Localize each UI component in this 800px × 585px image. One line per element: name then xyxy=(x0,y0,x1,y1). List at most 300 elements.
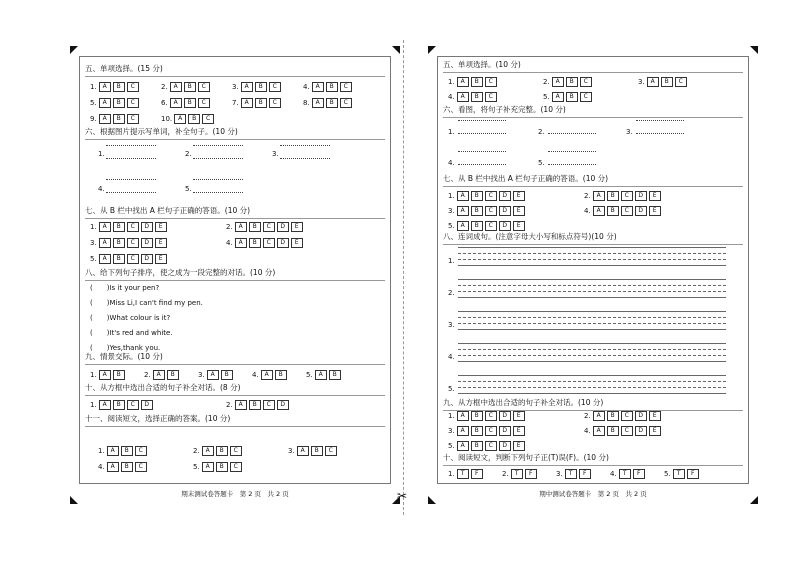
writing-line[interactable] xyxy=(458,361,726,362)
write-line[interactable] xyxy=(280,158,330,159)
answer-option-box[interactable]: T xyxy=(511,469,523,479)
write-line[interactable] xyxy=(106,192,156,193)
answer-option-box[interactable]: B xyxy=(113,238,125,248)
item-number: 1. xyxy=(90,83,97,91)
answer-option-box[interactable]: C xyxy=(127,400,139,410)
answer-option-box[interactable]: A xyxy=(207,370,219,380)
writing-line[interactable] xyxy=(458,343,726,344)
answer-option-box[interactable]: A xyxy=(593,191,605,201)
answer-option-box[interactable]: D xyxy=(635,426,647,436)
write-line[interactable] xyxy=(548,164,596,165)
answer-option-box[interactable]: B xyxy=(607,411,619,421)
answer-option-box[interactable]: C xyxy=(580,77,592,87)
answer-option-box[interactable]: A xyxy=(552,92,564,102)
answer-option-box[interactable]: F xyxy=(525,469,537,479)
question-options xyxy=(198,370,252,380)
item-number: 5. xyxy=(193,463,200,471)
answer-option-box[interactable]: D xyxy=(499,441,511,451)
write-line[interactable] xyxy=(193,158,243,159)
item-number: 4. xyxy=(252,371,259,379)
answer-option-box[interactable]: C xyxy=(263,238,275,248)
writing-line[interactable] xyxy=(458,265,726,266)
answer-option-box[interactable]: B xyxy=(329,370,341,380)
writing-line[interactable] xyxy=(458,393,726,394)
item-number: 5. xyxy=(448,442,455,450)
answer-option-box[interactable]: E xyxy=(513,191,525,201)
answer-option-box[interactable]: B xyxy=(221,370,233,380)
question-options xyxy=(584,206,720,216)
corner-mark xyxy=(392,46,400,54)
writing-line[interactable] xyxy=(458,311,726,312)
answer-option-box[interactable]: A xyxy=(241,82,253,92)
write-line[interactable] xyxy=(458,133,506,134)
question-options xyxy=(448,469,502,479)
corner-mark xyxy=(750,46,758,54)
answer-option-box[interactable]: C xyxy=(485,92,497,102)
answer-option-box[interactable]: E xyxy=(649,426,661,436)
answer-option-box[interactable]: A xyxy=(202,462,214,472)
writing-line[interactable] xyxy=(458,323,726,324)
answer-option-box[interactable]: B xyxy=(471,411,483,421)
write-line[interactable] xyxy=(193,192,243,193)
answer-option-box[interactable]: A xyxy=(235,222,247,232)
writing-line[interactable] xyxy=(458,285,726,286)
answer-option-box[interactable]: A xyxy=(99,238,111,248)
item-number: 1. xyxy=(90,223,97,231)
answer-option-box[interactable]: C xyxy=(230,462,242,472)
item-number: 1. xyxy=(98,447,105,455)
answer-option-box[interactable]: B xyxy=(275,370,287,380)
answer-option-box[interactable]: D xyxy=(141,254,153,264)
answer-option-box[interactable]: B xyxy=(113,98,125,108)
item-number: 4. xyxy=(584,427,591,435)
answer-option-box[interactable]: C xyxy=(135,462,147,472)
question-options xyxy=(303,82,374,92)
answer-option-box[interactable]: C xyxy=(485,77,497,87)
answer-option-box[interactable]: D xyxy=(277,238,289,248)
answer-option-box[interactable]: B xyxy=(249,238,261,248)
item-number: 1. xyxy=(448,470,455,478)
question-options xyxy=(543,92,638,102)
question-options xyxy=(448,206,584,216)
choice-row xyxy=(90,98,374,109)
question-options xyxy=(584,191,720,201)
answer-option-box[interactable]: C xyxy=(485,206,497,216)
answer-option-box[interactable]: C xyxy=(135,446,147,456)
item-number: 5. xyxy=(90,99,97,107)
item-number: 3. xyxy=(626,128,633,136)
question-options xyxy=(448,77,543,87)
answer-option-box[interactable]: C xyxy=(269,82,281,92)
answer-option-box[interactable]: A xyxy=(99,254,111,264)
answer-option-box[interactable]: C xyxy=(263,400,275,410)
question-options xyxy=(161,114,232,124)
writing-line[interactable] xyxy=(458,279,726,280)
answer-option-box[interactable]: B xyxy=(184,98,196,108)
answer-option-box[interactable]: A xyxy=(235,400,247,410)
answer-option-box[interactable]: B xyxy=(188,114,200,124)
answer-option-box[interactable]: A xyxy=(297,446,309,456)
question-options xyxy=(288,446,383,456)
answer-option-box[interactable]: C xyxy=(269,98,281,108)
answer-option-box[interactable]: A xyxy=(457,206,469,216)
answer-option-box[interactable]: A xyxy=(457,411,469,421)
section-title: 五、单项选择。(15 分) xyxy=(85,61,385,77)
answer-option-box[interactable]: A xyxy=(457,426,469,436)
question-options xyxy=(193,462,288,472)
item-number: 6. xyxy=(161,99,168,107)
answer-option-box[interactable]: D xyxy=(141,400,153,410)
writing-line[interactable] xyxy=(458,381,726,382)
answer-option-box[interactable]: A xyxy=(312,82,324,92)
question-options xyxy=(610,469,664,479)
answer-option-box[interactable]: B xyxy=(249,400,261,410)
item-number: 5. xyxy=(448,222,455,230)
write-line[interactable] xyxy=(458,120,506,121)
answer-option-box[interactable]: A xyxy=(99,370,111,380)
answer-option-box[interactable]: D xyxy=(277,400,289,410)
answer-sheet-final xyxy=(70,46,400,504)
write-line[interactable] xyxy=(548,133,596,134)
answer-option-box[interactable]: D xyxy=(635,411,647,421)
answer-option-box[interactable]: B xyxy=(121,446,133,456)
choice-row xyxy=(448,77,733,88)
answer-option-box[interactable]: C xyxy=(127,114,139,124)
dialogue-sentence[interactable]: ( )Is it your pen? xyxy=(90,284,160,292)
answer-option-box[interactable]: E xyxy=(513,426,525,436)
answer-option-box[interactable]: B xyxy=(471,441,483,451)
answer-option-box[interactable]: F xyxy=(633,469,645,479)
answer-option-box[interactable]: E xyxy=(649,206,661,216)
item-number: 2. xyxy=(543,78,550,86)
question-options xyxy=(226,238,362,248)
answer-box xyxy=(437,56,749,484)
answer-option-box[interactable]: C xyxy=(230,446,242,456)
answer-option-box[interactable]: D xyxy=(499,411,511,421)
answer-option-box[interactable]: E xyxy=(513,441,525,451)
dialogue-sentence[interactable]: ( )It's red and white. xyxy=(90,329,173,337)
writing-line[interactable] xyxy=(458,291,726,292)
answer-option-box[interactable]: C xyxy=(485,426,497,436)
answer-option-box[interactable]: C xyxy=(127,98,139,108)
answer-option-box[interactable]: T xyxy=(619,469,631,479)
answer-option-box[interactable]: D xyxy=(635,206,647,216)
answer-option-box[interactable]: E xyxy=(155,254,167,264)
writing-line[interactable] xyxy=(458,297,726,298)
answer-option-box[interactable]: C xyxy=(485,221,497,231)
item-number: 1. xyxy=(90,401,97,409)
question-options xyxy=(448,92,543,102)
answer-option-box[interactable]: A xyxy=(99,82,111,92)
answer-option-box[interactable]: B xyxy=(607,191,619,201)
answer-option-box[interactable]: B xyxy=(566,92,578,102)
answer-option-box[interactable]: B xyxy=(326,98,338,108)
writing-line[interactable] xyxy=(458,317,726,318)
write-line[interactable] xyxy=(636,133,684,134)
item-number: 2. xyxy=(161,83,168,91)
writing-line[interactable] xyxy=(458,247,726,248)
question-options xyxy=(193,446,288,456)
answer-option-box[interactable]: B xyxy=(184,82,196,92)
question-options xyxy=(584,411,720,421)
write-line[interactable] xyxy=(193,179,243,180)
item-number: 5. xyxy=(90,255,97,263)
answer-option-box[interactable]: A xyxy=(647,77,659,87)
answer-option-box[interactable]: C xyxy=(198,82,210,92)
answer-option-box[interactable]: B xyxy=(471,221,483,231)
answer-option-box[interactable]: B xyxy=(255,82,267,92)
answer-option-box[interactable]: C xyxy=(621,191,633,201)
answer-option-box[interactable]: D xyxy=(499,191,511,201)
answer-option-box[interactable]: C xyxy=(621,411,633,421)
question-options xyxy=(306,370,360,380)
item-number: 3. xyxy=(90,239,97,247)
answer-option-box[interactable]: A xyxy=(107,446,119,456)
answer-option-box[interactable]: A xyxy=(593,206,605,216)
item-number: 3. xyxy=(448,207,455,215)
answer-option-box[interactable]: E xyxy=(513,206,525,216)
question-options xyxy=(232,98,303,108)
question-options xyxy=(90,400,226,410)
answer-option-box[interactable]: D xyxy=(277,222,289,232)
question-options xyxy=(584,426,720,436)
answer-option-box[interactable]: A xyxy=(241,98,253,108)
choice-row xyxy=(448,206,720,217)
answer-option-box[interactable]: C xyxy=(340,98,352,108)
answer-option-box[interactable]: C xyxy=(198,98,210,108)
item-number: 10. xyxy=(161,115,173,123)
answer-option-box[interactable]: C xyxy=(580,92,592,102)
answer-option-box[interactable]: F xyxy=(579,469,591,479)
writing-line[interactable] xyxy=(458,387,726,388)
answer-option-box[interactable]: A xyxy=(312,98,324,108)
corner-mark xyxy=(428,46,436,54)
write-line[interactable] xyxy=(548,151,596,152)
answer-option-box[interactable]: E xyxy=(155,222,167,232)
question-options xyxy=(90,254,226,264)
answer-option-box[interactable]: A xyxy=(552,77,564,87)
answer-option-box[interactable]: A xyxy=(457,77,469,87)
answer-option-box[interactable]: C xyxy=(485,441,497,451)
answer-option-box[interactable]: E xyxy=(513,411,525,421)
answer-option-box[interactable]: C xyxy=(127,238,139,248)
question-options xyxy=(90,222,226,232)
answer-option-box[interactable]: B xyxy=(113,222,125,232)
answer-option-box[interactable]: F xyxy=(471,469,483,479)
answer-option-box[interactable]: A xyxy=(315,370,327,380)
item-number: 4. xyxy=(584,207,591,215)
answer-option-box[interactable]: B xyxy=(113,400,125,410)
answer-option-box[interactable]: B xyxy=(249,222,261,232)
write-line[interactable] xyxy=(458,164,506,165)
write-line[interactable] xyxy=(193,145,243,146)
answer-option-box[interactable]: E xyxy=(649,411,661,421)
writing-line[interactable] xyxy=(458,355,726,356)
answer-option-box[interactable]: C xyxy=(340,82,352,92)
answer-option-box[interactable]: A xyxy=(593,411,605,421)
answer-option-box[interactable]: B xyxy=(113,82,125,92)
answer-option-box[interactable]: F xyxy=(687,469,699,479)
answer-option-box[interactable]: C xyxy=(675,77,687,87)
section-title: 十、从方框中选出合适的句子补全对话。(8 分) xyxy=(85,380,385,396)
item-number: 3. xyxy=(556,470,563,478)
item-number: 3. xyxy=(638,78,645,86)
item-number: 4. xyxy=(448,159,455,167)
answer-option-box[interactable]: B xyxy=(113,370,125,380)
item-number: 2. xyxy=(584,192,591,200)
item-number: 2. xyxy=(144,371,151,379)
answer-option-box[interactable]: T xyxy=(565,469,577,479)
answer-option-box[interactable]: A xyxy=(457,441,469,451)
answer-option-box[interactable]: E xyxy=(291,238,303,248)
answer-option-box[interactable]: C xyxy=(485,411,497,421)
item-number: 2. xyxy=(226,223,233,231)
answer-option-box[interactable]: B xyxy=(471,206,483,216)
corner-mark xyxy=(70,46,78,54)
answer-option-box[interactable]: B xyxy=(471,191,483,201)
answer-option-box[interactable]: A xyxy=(457,221,469,231)
answer-option-box[interactable]: D xyxy=(635,191,647,201)
question-options xyxy=(161,98,232,108)
write-line[interactable] xyxy=(106,179,156,180)
answer-option-box[interactable]: C xyxy=(621,426,633,436)
write-line[interactable] xyxy=(280,145,330,146)
answer-option-box[interactable]: B xyxy=(471,77,483,87)
page-footer: 期末测试卷答题卡 第 2 页 共 2 页 xyxy=(181,490,289,498)
answer-option-box[interactable]: B xyxy=(113,114,125,124)
answer-option-box[interactable]: A xyxy=(99,98,111,108)
item-number: 5. xyxy=(185,185,192,193)
answer-option-box[interactable]: E xyxy=(155,238,167,248)
answer-option-box[interactable]: C xyxy=(202,114,214,124)
answer-option-box[interactable]: D xyxy=(141,238,153,248)
dialogue-sentence[interactable]: ( )Yes,thank you. xyxy=(90,344,161,352)
answer-option-box[interactable]: A xyxy=(457,92,469,102)
answer-option-box[interactable]: D xyxy=(499,426,511,436)
answer-option-box[interactable]: E xyxy=(513,221,525,231)
question-options xyxy=(90,114,161,124)
item-number: 1. xyxy=(448,128,455,136)
answer-option-box[interactable]: A xyxy=(593,426,605,436)
choice-row xyxy=(90,82,374,93)
question-options xyxy=(252,370,306,380)
writing-line[interactable] xyxy=(458,253,726,254)
section-title: 九、从方框中选出合适的句子补全对话。(10 分) xyxy=(443,395,743,411)
item-number: 1. xyxy=(448,257,455,265)
answer-option-box[interactable]: B xyxy=(471,92,483,102)
answer-option-box[interactable]: A xyxy=(99,400,111,410)
answer-option-box[interactable]: T xyxy=(457,469,469,479)
answer-option-box[interactable]: A xyxy=(174,114,186,124)
answer-option-box[interactable]: B xyxy=(566,77,578,87)
answer-option-box[interactable]: A xyxy=(170,82,182,92)
choice-row xyxy=(90,254,226,265)
item-number: 5. xyxy=(664,470,671,478)
answer-option-box[interactable]: C xyxy=(127,222,139,232)
item-number: 4. xyxy=(98,463,105,471)
question-options xyxy=(98,446,193,456)
answer-option-box[interactable]: A xyxy=(107,462,119,472)
answer-option-box[interactable]: C xyxy=(325,446,337,456)
answer-option-box[interactable]: C xyxy=(263,222,275,232)
item-number: 2. xyxy=(226,401,233,409)
answer-option-box[interactable]: B xyxy=(167,370,179,380)
question-options xyxy=(448,411,584,421)
answer-option-box[interactable]: C xyxy=(485,191,497,201)
choice-row xyxy=(90,222,362,233)
answer-option-box[interactable]: C xyxy=(127,254,139,264)
answer-option-box[interactable]: B xyxy=(326,82,338,92)
answer-option-box[interactable]: C xyxy=(621,206,633,216)
answer-option-box[interactable]: A xyxy=(261,370,273,380)
section-title: 八、连词成句。(注意字母大小写和标点符号)(10 分) xyxy=(443,229,743,245)
answer-option-box[interactable]: T xyxy=(673,469,685,479)
item-number: 4. xyxy=(610,470,617,478)
item-number: 1. xyxy=(448,78,455,86)
section-title: 十、阅读短文，判断下列句子正(T)误(F)。(10 分) xyxy=(443,450,743,466)
dialogue-sentence[interactable]: ( )Miss Li,I can't find my pen. xyxy=(90,299,203,307)
answer-option-box[interactable]: B xyxy=(471,426,483,436)
answer-option-box[interactable]: A xyxy=(457,191,469,201)
answer-option-box[interactable]: A xyxy=(235,238,247,248)
item-number: 1. xyxy=(90,371,97,379)
answer-option-box[interactable]: B xyxy=(121,462,133,472)
item-number: 3. xyxy=(448,321,455,329)
answer-option-box[interactable]: D xyxy=(499,221,511,231)
question-options xyxy=(98,462,193,472)
answer-option-box[interactable]: B xyxy=(607,206,619,216)
item-number: 2. xyxy=(193,447,200,455)
item-number: 7. xyxy=(232,99,239,107)
answer-option-box[interactable]: E xyxy=(291,222,303,232)
item-number: 1. xyxy=(98,150,105,158)
section-title: 七、从 B 栏中找出 A 栏句子正确的答语。(10 分) xyxy=(85,203,385,219)
answer-option-box[interactable]: D xyxy=(141,222,153,232)
answer-option-box[interactable]: A xyxy=(153,370,165,380)
item-number: 2. xyxy=(502,470,509,478)
section-title: 八、给下列句子排序，使之成为一段完整的对话。(10 分) xyxy=(85,265,385,281)
write-line[interactable] xyxy=(106,145,156,146)
answer-option-box[interactable]: E xyxy=(649,191,661,201)
question-options xyxy=(226,222,362,232)
answer-option-box[interactable]: B xyxy=(255,98,267,108)
writing-line[interactable] xyxy=(458,349,726,350)
write-line[interactable] xyxy=(458,151,506,152)
writing-line[interactable] xyxy=(458,375,726,376)
answer-option-box[interactable]: B xyxy=(607,426,619,436)
item-number: 9. xyxy=(90,115,97,123)
writing-line[interactable] xyxy=(458,259,726,260)
answer-option-box[interactable]: A xyxy=(99,222,111,232)
write-line[interactable] xyxy=(106,158,156,159)
answer-option-box[interactable]: B xyxy=(311,446,323,456)
answer-option-box[interactable]: A xyxy=(202,446,214,456)
answer-option-box[interactable]: A xyxy=(99,114,111,124)
dialogue-sentence[interactable]: ( )What colour is it? xyxy=(90,314,171,322)
answer-option-box[interactable]: B xyxy=(216,462,228,472)
answer-option-box[interactable]: A xyxy=(170,98,182,108)
answer-option-box[interactable]: B xyxy=(113,254,125,264)
write-line[interactable] xyxy=(636,120,684,121)
answer-option-box[interactable]: B xyxy=(216,446,228,456)
answer-option-box[interactable]: C xyxy=(127,82,139,92)
section-title: 十一、阅读短文，选择正确的答案。(10 分) xyxy=(85,411,385,427)
writing-line[interactable] xyxy=(458,329,726,330)
answer-option-box[interactable]: D xyxy=(499,206,511,216)
choice-row xyxy=(448,191,720,202)
answer-option-box[interactable]: B xyxy=(661,77,673,87)
question-options xyxy=(90,370,144,380)
